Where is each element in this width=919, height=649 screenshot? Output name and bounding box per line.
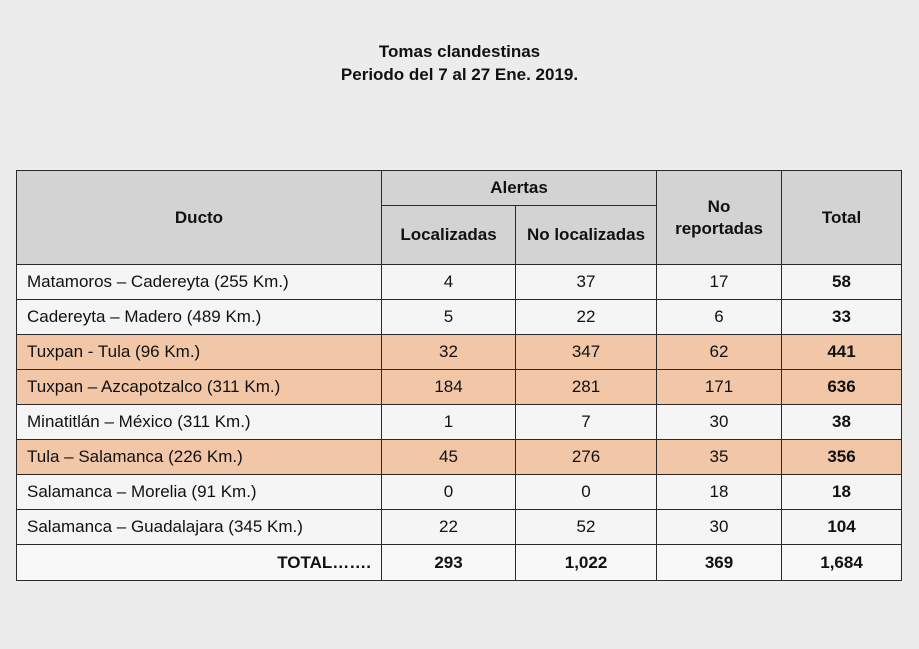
- header-total: Total: [782, 171, 902, 265]
- cell-no-localizadas: 347: [516, 335, 657, 370]
- table-row: [17, 510, 902, 545]
- table-row: [17, 300, 902, 335]
- cell-ducto: Salamanca – Morelia (91 Km.): [17, 475, 382, 510]
- cell-total: 636: [782, 370, 902, 405]
- cell-no-reportadas: 30: [657, 405, 782, 440]
- cell-no-localizadas: 52: [516, 510, 657, 545]
- cell-localizadas: 0: [382, 475, 516, 510]
- cell-no-reportadas: 35: [657, 440, 782, 475]
- cell-localizadas: 22: [382, 510, 516, 545]
- total-no-reportadas: 369: [657, 545, 782, 581]
- header-alertas: Alertas: [382, 171, 657, 206]
- cell-ducto: Matamoros – Cadereyta (255 Km.): [17, 265, 382, 300]
- cell-total: 33: [782, 300, 902, 335]
- table-row-highlighted: [17, 440, 902, 475]
- cell-no-reportadas: 30: [657, 510, 782, 545]
- cell-no-localizadas: 276: [516, 440, 657, 475]
- cell-no-localizadas: 37: [516, 265, 657, 300]
- total-no-localizadas: 1,022: [516, 545, 657, 581]
- cell-ducto: Tuxpan - Tula (96 Km.): [17, 335, 382, 370]
- grand-total: 1,684: [782, 545, 902, 581]
- report-subtitle: Periodo del 7 al 27 Ene. 2019.: [340, 65, 579, 84]
- cell-no-localizadas: 22: [516, 300, 657, 335]
- header-localizadas: Localizadas: [382, 206, 516, 265]
- cell-localizadas: 5: [382, 300, 516, 335]
- cell-localizadas: 1: [382, 405, 516, 440]
- cell-total: 356: [782, 440, 902, 475]
- table-row: [17, 265, 902, 300]
- cell-no-reportadas: 171: [657, 370, 782, 405]
- header-no-reportadas: No reportadas: [657, 171, 782, 265]
- cell-ducto: Cadereyta – Madero (489 Km.): [17, 300, 382, 335]
- report-title: Tomas clandestinas: [378, 42, 541, 61]
- cell-localizadas: 32: [382, 335, 516, 370]
- cell-no-reportadas: 6: [657, 300, 782, 335]
- total-localizadas: 293: [382, 545, 516, 581]
- cell-ducto: Tula – Salamanca (226 Km.): [17, 440, 382, 475]
- cell-no-localizadas: 7: [516, 405, 657, 440]
- header-ducto: Ducto: [17, 171, 382, 265]
- cell-no-localizadas: 281: [516, 370, 657, 405]
- cell-ducto: Tuxpan – Azcapotzalco (311 Km.): [17, 370, 382, 405]
- table-row: [17, 475, 902, 510]
- table-row-highlighted: [17, 335, 902, 370]
- cell-localizadas: 45: [382, 440, 516, 475]
- cell-total: 441: [782, 335, 902, 370]
- table-row-highlighted: [17, 370, 902, 405]
- title-block: [0, 40, 919, 86]
- cell-no-reportadas: 18: [657, 475, 782, 510]
- cell-total: 104: [782, 510, 902, 545]
- tomas-table: [16, 170, 902, 581]
- header-no-localizadas: No localizadas: [516, 206, 657, 265]
- totals-label: TOTAL…….: [17, 545, 382, 581]
- cell-total: 38: [782, 405, 902, 440]
- cell-localizadas: 4: [382, 265, 516, 300]
- cell-ducto: Salamanca – Guadalajara (345 Km.): [17, 510, 382, 545]
- cell-total: 58: [782, 265, 902, 300]
- cell-localizadas: 184: [382, 370, 516, 405]
- cell-ducto: Minatitlán – México (311 Km.): [17, 405, 382, 440]
- cell-no-localizadas: 0: [516, 475, 657, 510]
- cell-total: 18: [782, 475, 902, 510]
- cell-no-reportadas: 62: [657, 335, 782, 370]
- totals-row: [17, 545, 902, 581]
- table-row: [17, 405, 902, 440]
- cell-no-reportadas: 17: [657, 265, 782, 300]
